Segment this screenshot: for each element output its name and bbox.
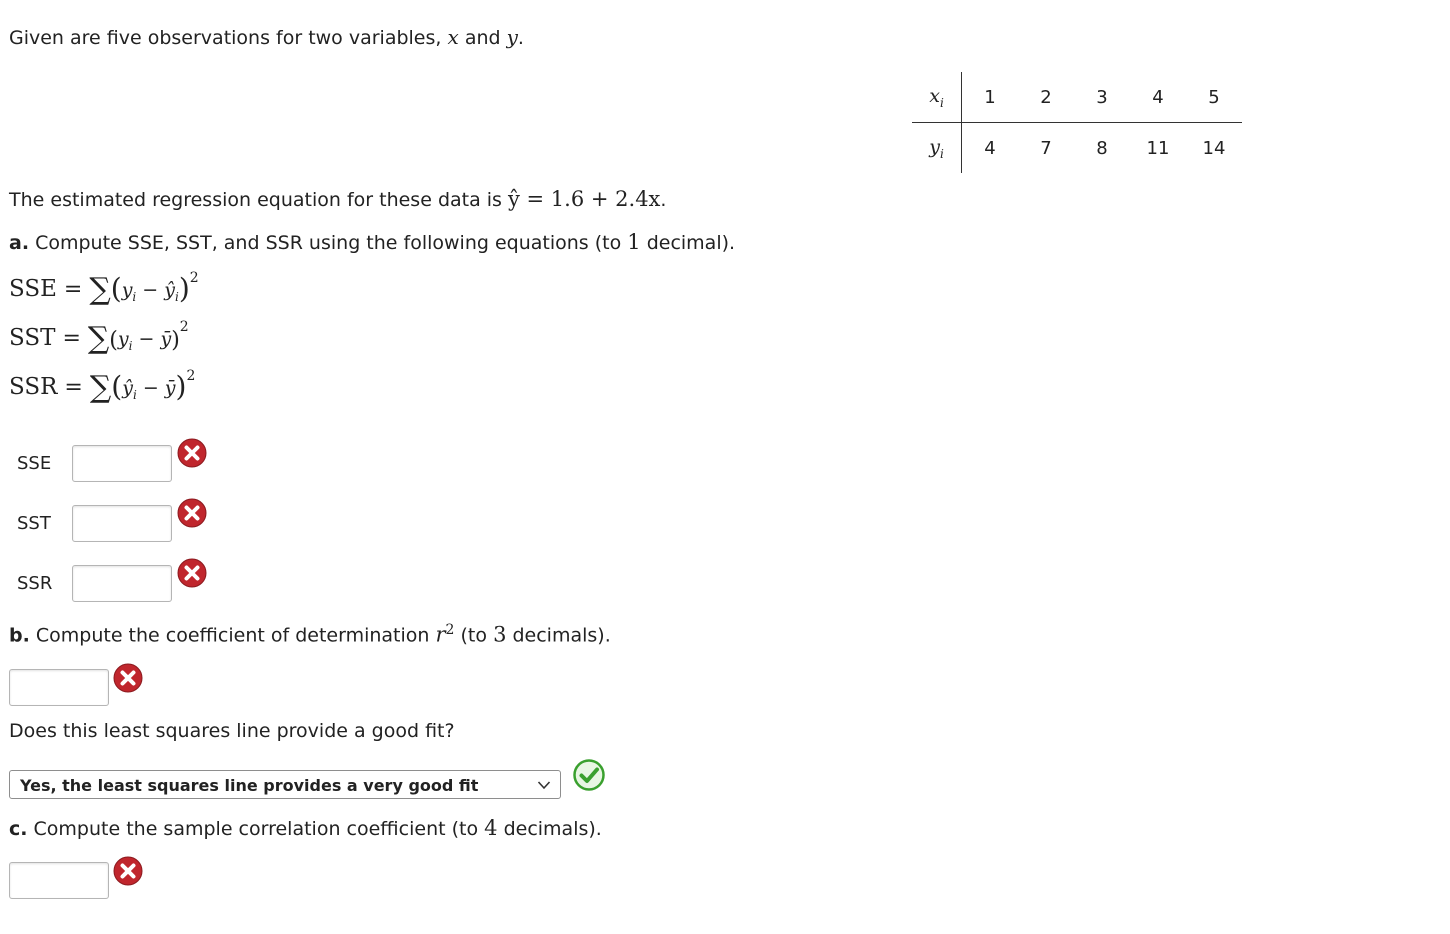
table-cell-x: 4 [1130,72,1186,123]
x-circle-icon [113,856,143,886]
formula-sst-minus: ȳ [160,328,172,350]
formula-sse-term: y [121,279,133,301]
chevron-down-icon [537,778,551,792]
good-fit-question: Does this least squares line provide a good fit? [9,720,455,742]
part-c-text-after: decimals). [503,818,602,840]
part-b-letter: b. [9,624,30,647]
formula-ssr-label: SSR [9,374,58,400]
table-row-x [912,72,1242,123]
r-symbol: r [435,622,446,647]
x-circle-icon [177,438,207,468]
part-a-text-after: decimal). [646,232,736,254]
sst-input[interactable] [72,505,172,542]
part-b-text-after: decimals). [512,624,611,647]
part-c-text: Compute the sample correlation coefficient (to [33,818,479,840]
formula-ssr-minus: ȳ [164,377,176,399]
intro-and: and [464,27,501,49]
good-fit-select[interactable] [9,770,561,799]
intro-period: . [517,27,524,49]
formula-sse-minus: ŷ [164,279,175,301]
row-x-sub: i [939,95,944,110]
part-c-digits: 4 [484,816,498,840]
row-y-sub: i [939,146,944,161]
table-cell-y: 8 [1096,137,1108,159]
table-cell-y: 4 [984,137,996,159]
part-c-prompt [9,816,602,840]
sse-input[interactable] [72,445,172,482]
regression-equation: ŷ = 1.6 + 2.4x [508,187,661,211]
ssr-answer-label: SSR [17,573,53,594]
r-exponent: 2 [445,622,455,638]
observation-table [912,72,1242,173]
sst-answer-label: SST [17,513,51,534]
intro-text: Given are five observations for two variables, [9,27,442,49]
row-header-y [912,123,962,174]
ssr-input[interactable] [72,565,172,602]
row-x-label: x [929,84,940,107]
table-cell-x: 2 [1018,72,1074,123]
part-b-text: Compute the coefficient of determination [35,624,430,647]
table-row-y [912,123,1242,174]
part-b-prompt [9,622,611,646]
var-y: y [506,25,518,49]
part-a-text: Compute SSE, SST, and SSR using the following equations (to [35,232,622,254]
var-x: x [447,25,459,49]
row-header-x [912,72,962,123]
x-circle-icon [177,558,207,588]
part-a-digits: 1 [627,230,641,254]
part-c-letter: c. [9,818,28,840]
formula-ssr: SSR = $\sum(ŷ_i$ − ȳ)$^2$ [9,368,196,405]
formula-sst: SST = $\sum(y_i$ − ȳ)$^2$ [9,319,189,356]
check-circle-icon [573,759,605,791]
r2-input[interactable] [9,669,109,706]
table-cell-x: 3 [1074,72,1130,123]
formula-sst-label: SST [9,325,56,351]
sigma-symbol: ∑ [89,370,112,405]
part-b-text-mid: (to [460,624,488,647]
x-circle-icon [177,498,207,528]
part-a-prompt [9,230,735,254]
table-cell-y: 14 [1202,137,1226,159]
formula-sse: SSE = $\sum(y_i$ − $ŷ_i)^2$ [9,270,199,307]
row-y-label: y [929,135,940,158]
sigma-symbol: ∑ [89,272,111,307]
part-a-letter: a. [9,232,30,254]
regression-sentence [9,187,666,211]
sigma-symbol: ∑ [87,321,110,356]
sse-answer-label: SSE [17,453,52,474]
part-b-digits: 3 [493,622,507,647]
good-fit-selected-value: Yes, the least squares line provides a very good fit [20,776,479,795]
table-cell-y: 11 [1146,137,1170,159]
intro-sentence [9,25,524,49]
formula-sse-label: SSE [9,276,57,302]
table-cell-x: 5 [1186,72,1242,123]
x-circle-icon [113,663,143,693]
formula-sst-term: y [117,328,129,350]
table-cell-y: 7 [1040,137,1052,159]
regression-period: . [660,189,667,211]
correlation-input[interactable] [9,862,109,899]
regression-prefix: The estimated regression equation for these data is [9,189,502,211]
table-cell-x: 1 [962,72,1019,123]
formula-ssr-term: ŷ [122,377,133,399]
